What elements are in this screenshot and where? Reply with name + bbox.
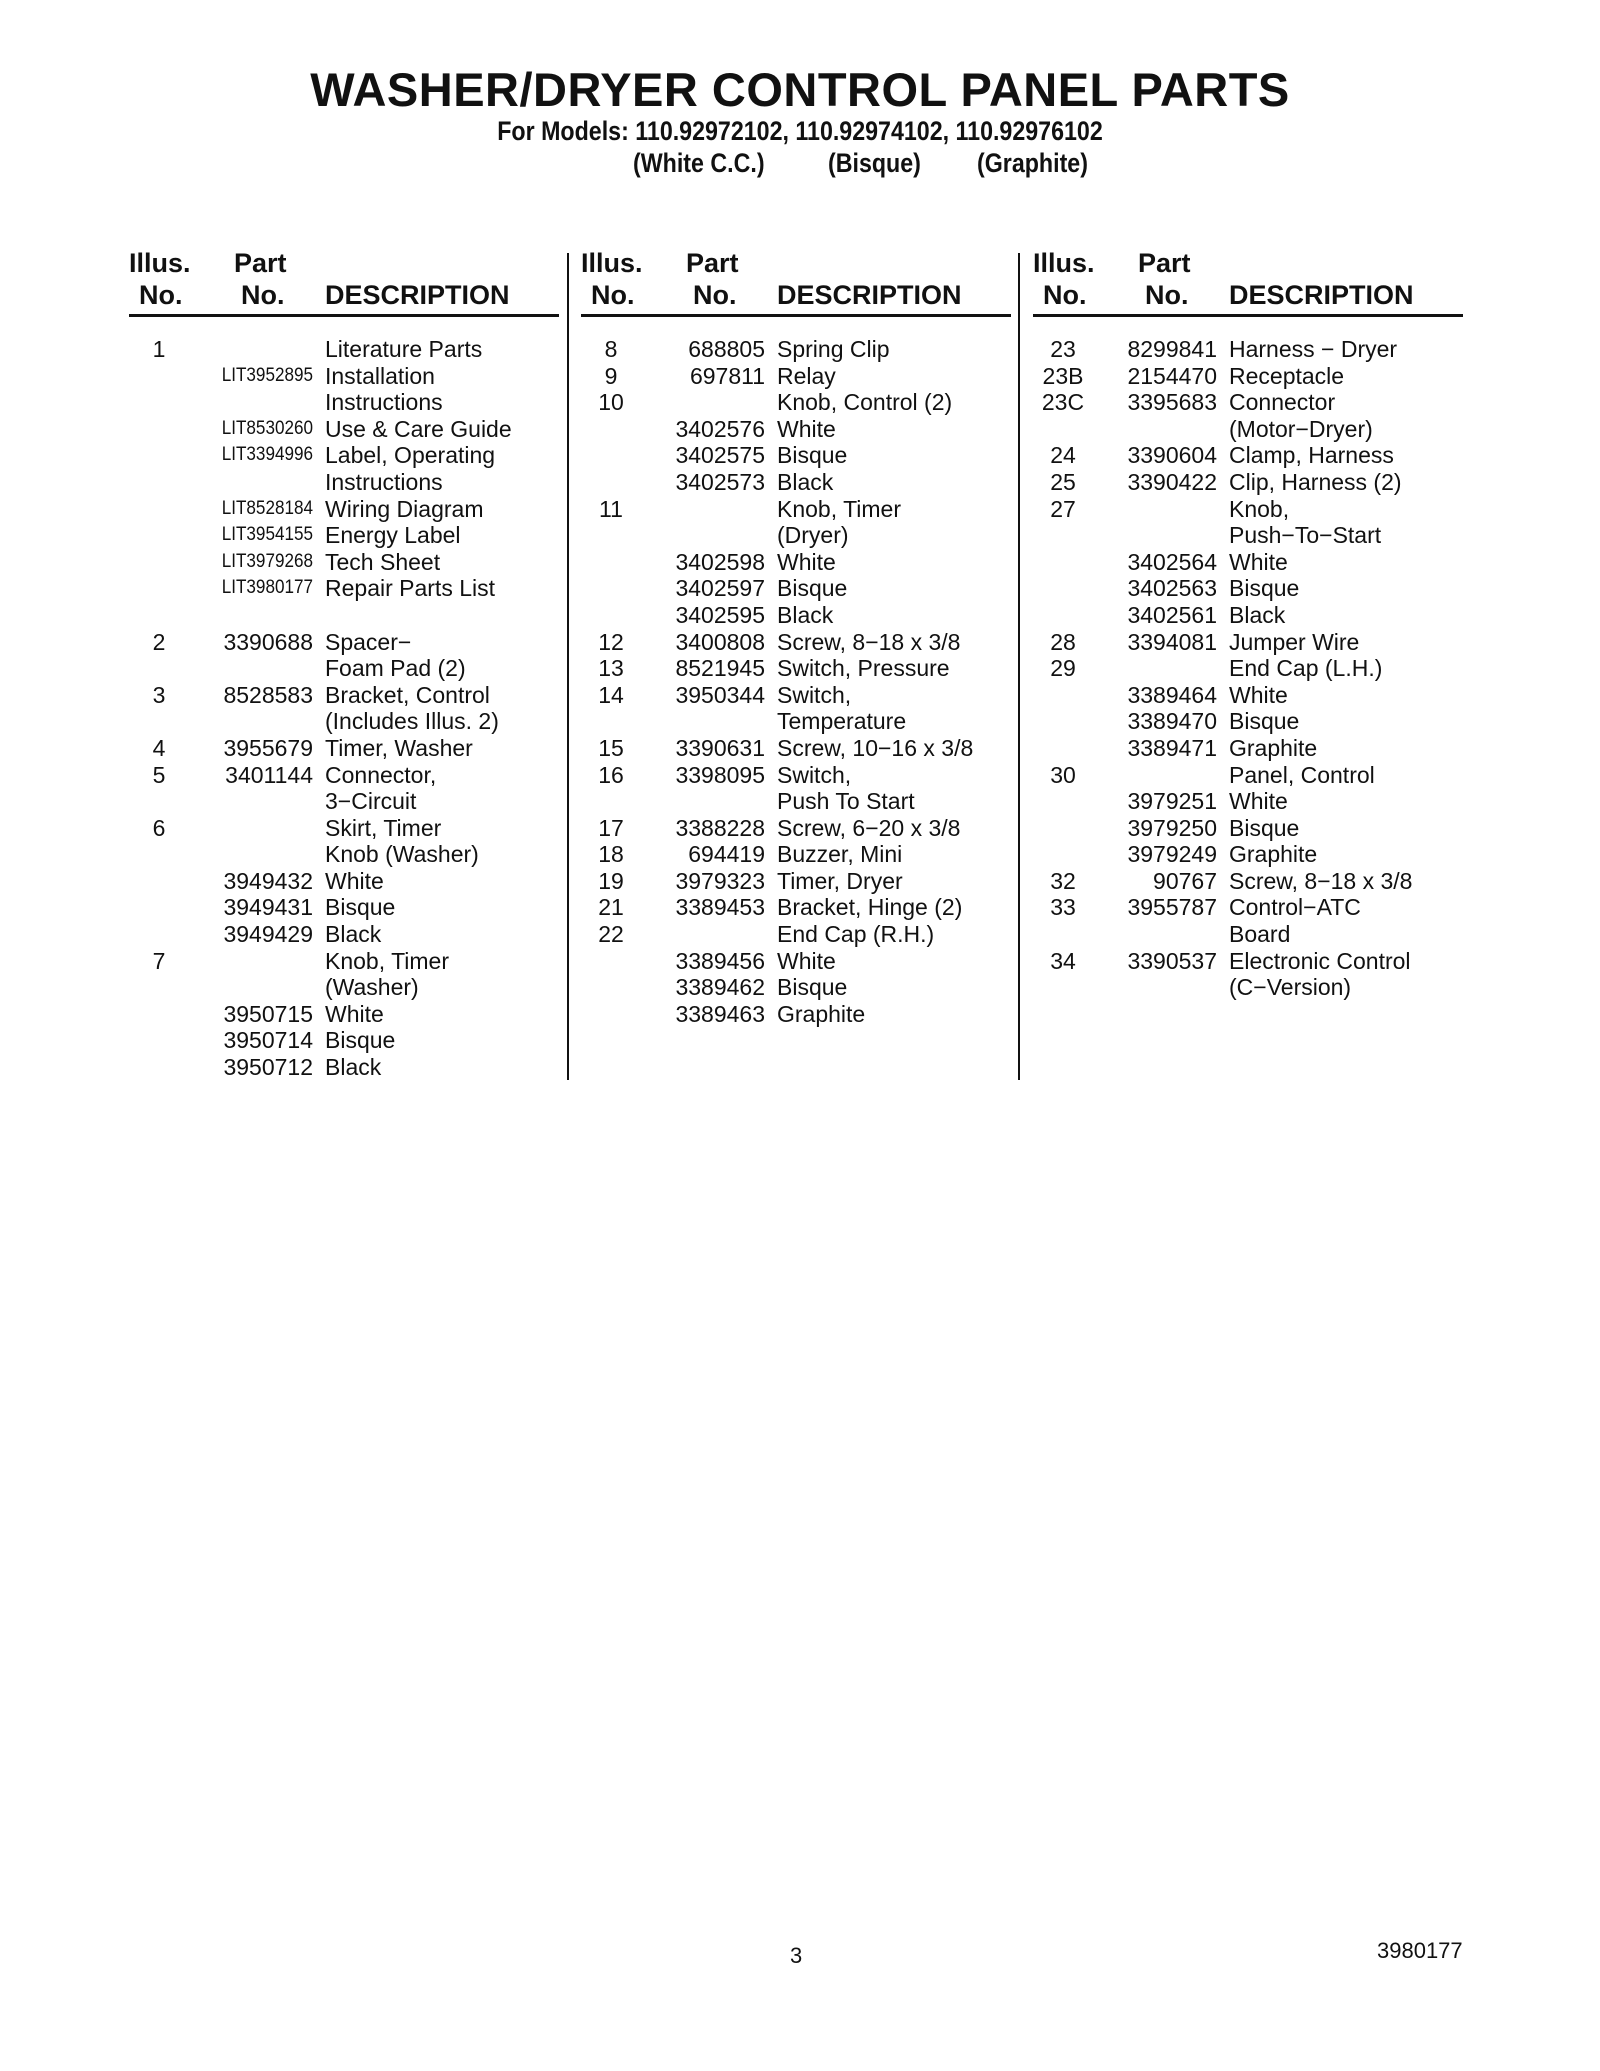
part-number: 3395683 [1127, 389, 1217, 416]
parts-row [581, 921, 1011, 948]
color-bisque: (Bisque) [828, 148, 921, 178]
parts-row [581, 442, 1011, 469]
part-description: Screw, 10−16 x 3/8 [777, 734, 974, 761]
parts-row [129, 389, 559, 416]
part-number: 3394081 [1127, 628, 1217, 655]
part-number: 8521945 [675, 655, 765, 682]
part-description: (Motor−Dryer) [1229, 415, 1373, 442]
parts-row [129, 1027, 559, 1054]
part-description: White [1229, 788, 1288, 815]
illus-number: 15 [598, 734, 624, 761]
illus-number: 22 [598, 921, 624, 948]
illus-number: 17 [598, 814, 624, 841]
illus-number: 10 [598, 389, 624, 416]
part-number: 3950712 [223, 1054, 313, 1081]
color-white: (White C.C.) [633, 148, 765, 178]
part-description: Black [777, 601, 834, 628]
parts-row [1033, 735, 1463, 762]
part-number: 3400808 [675, 628, 765, 655]
part-number: 3402595 [675, 601, 765, 628]
part-description: White [777, 415, 836, 442]
parts-row [581, 974, 1011, 1001]
parts-column-2 [581, 246, 1011, 1027]
part-number: LIT3394996 [221, 444, 313, 466]
parts-row [581, 522, 1011, 549]
parts-row [1033, 974, 1463, 1001]
illus-heading-2: No. [139, 280, 183, 310]
part-number: 3398095 [675, 761, 765, 788]
color-graphite: (Graphite) [977, 148, 1088, 178]
parts-row [581, 602, 1011, 629]
illus-number: 2 [152, 628, 166, 655]
part-description: Bisque [1229, 814, 1300, 841]
parts-rows [581, 336, 1011, 1027]
part-description: 3−Circuit [325, 788, 417, 815]
part-number: LIT3952895 [221, 364, 313, 386]
part-number: 3950344 [675, 681, 765, 708]
part-number: 3390631 [675, 734, 765, 761]
part-number: LIT3954155 [221, 524, 313, 546]
part-number: 3390604 [1127, 442, 1217, 469]
illus-number: 6 [152, 814, 166, 841]
part-description: Bisque [777, 575, 848, 602]
parts-row [581, 549, 1011, 576]
part-number: 3955787 [1127, 894, 1217, 921]
part-number: 3388228 [675, 814, 765, 841]
part-description: (Dryer) [777, 522, 849, 549]
parts-row [129, 629, 559, 656]
parts-row [1033, 469, 1463, 496]
part-description: Foam Pad (2) [325, 655, 466, 682]
part-description: Wiring Diagram [325, 495, 484, 522]
part-description: Bisque [1229, 708, 1300, 735]
parts-row [1033, 921, 1463, 948]
parts-rows [129, 336, 559, 1081]
illus-number: 5 [152, 761, 166, 788]
part-description: Energy Label [325, 522, 461, 549]
illus-number: 7 [152, 947, 166, 974]
parts-row [581, 629, 1011, 656]
part-description: Knob, [1229, 495, 1290, 522]
illus-number: 23 [1050, 336, 1076, 362]
part-description: Knob, Timer [325, 947, 449, 974]
part-number: 3955679 [223, 734, 313, 761]
part-number: 3402597 [675, 575, 765, 602]
parts-row [129, 708, 559, 735]
part-description: Bisque [1229, 575, 1300, 602]
part-description: Spacer− [325, 628, 412, 655]
illus-number: 27 [1050, 495, 1076, 522]
parts-row [581, 496, 1011, 523]
part-description: (C−Version) [1229, 974, 1352, 1001]
illus-number: 21 [598, 894, 624, 921]
page-title: WASHER/DRYER CONTROL PANEL PARTS [310, 63, 1290, 116]
illus-number: 9 [604, 362, 618, 389]
parts-row [129, 522, 559, 549]
part-description: Buzzer, Mini [777, 841, 903, 868]
description-heading: DESCRIPTION [1229, 280, 1414, 310]
part-description: Switch, [777, 681, 852, 708]
part-number: 3950715 [223, 1000, 313, 1027]
part-description: Instructions [325, 468, 443, 495]
part-description: Bisque [325, 894, 396, 921]
parts-row [581, 948, 1011, 975]
parts-row [581, 655, 1011, 682]
column-divider [567, 253, 569, 1080]
part-description: Timer, Dryer [777, 867, 903, 894]
part-number: 3401144 [225, 761, 313, 788]
parts-row [1033, 549, 1463, 576]
column-divider [1018, 253, 1020, 1080]
parts-row [581, 575, 1011, 602]
part-number: 697811 [689, 362, 765, 389]
illus-number: 24 [1050, 442, 1076, 469]
part-description: Bisque [777, 974, 848, 1001]
part-description: Clip, Harness (2) [1229, 468, 1402, 495]
part-number: 3979250 [1127, 814, 1217, 841]
parts-row [129, 1054, 559, 1081]
part-description: Push To Start [777, 788, 915, 815]
part-description: Knob, Timer [777, 495, 901, 522]
part-description: Graphite [1229, 841, 1318, 868]
part-description: End Cap (L.H.) [1229, 655, 1383, 682]
illus-number: 3 [152, 681, 166, 708]
part-number: 3949431 [223, 894, 313, 921]
part-description: Black [1229, 601, 1286, 628]
part-description: Graphite [777, 1000, 866, 1027]
part-number: 3402576 [675, 415, 765, 442]
part-number: 90767 [1153, 867, 1217, 894]
models-line: For Models: 110.92972102, 110.92974102, 110.92976102 [497, 116, 1103, 146]
part-description: Use & Care Guide [325, 415, 512, 442]
parts-row [129, 735, 559, 762]
part-description: Connector, [325, 761, 437, 788]
part-description: Electronic Control [1229, 947, 1411, 974]
illus-number: 30 [1050, 761, 1076, 788]
illus-number: 8 [604, 336, 618, 362]
parts-row [581, 815, 1011, 842]
parts-row [129, 442, 559, 469]
parts-row [129, 762, 559, 789]
parts-row [1033, 363, 1463, 390]
part-number: 3950714 [223, 1027, 313, 1054]
illus-heading-2: No. [591, 280, 635, 310]
part-number: 3979323 [675, 867, 765, 894]
part-number: 3389453 [675, 894, 765, 921]
part-number: 3389456 [675, 947, 765, 974]
part-description: Board [1229, 921, 1291, 948]
part-description: Graphite [1229, 734, 1318, 761]
parts-row [581, 336, 1011, 363]
part-number: 8528583 [223, 681, 313, 708]
parts-row [581, 788, 1011, 815]
part-number: 3402573 [675, 468, 765, 495]
part-description: Switch, Pressure [777, 655, 950, 682]
description-heading: DESCRIPTION [325, 280, 510, 310]
parts-row [129, 948, 559, 975]
parts-row [129, 336, 559, 363]
parts-row [1033, 788, 1463, 815]
parts-row [129, 469, 559, 496]
part-number: 3389470 [1127, 708, 1217, 735]
illus-number: 13 [598, 655, 624, 682]
illus-number: 28 [1050, 628, 1076, 655]
parts-row [129, 655, 559, 682]
part-number: 3402563 [1127, 575, 1217, 602]
part-number: 3402575 [675, 442, 765, 469]
parts-row [1033, 841, 1463, 868]
parts-row [129, 841, 559, 868]
illus-number: 16 [598, 761, 624, 788]
part-description: Literature Parts [325, 336, 483, 362]
part-description: Push−To−Start [1229, 522, 1382, 549]
parts-row [129, 868, 559, 895]
parts-row [129, 974, 559, 1001]
part-description: Instructions [325, 389, 443, 416]
part-number: 3979251 [1127, 788, 1217, 815]
part-number: 3389462 [675, 974, 765, 1001]
part-number: LIT8528184 [221, 497, 313, 519]
part-description: (Includes Illus. 2) [325, 708, 499, 735]
part-description: Bracket, Control [325, 681, 490, 708]
parts-row [581, 363, 1011, 390]
parts-row [1033, 629, 1463, 656]
part-description: Bisque [325, 1027, 396, 1054]
part-description: Bracket, Hinge (2) [777, 894, 963, 921]
part-number: LIT3980177 [221, 577, 313, 599]
part-description: White [777, 947, 836, 974]
parts-row [1033, 948, 1463, 975]
part-heading-2: No. [1145, 280, 1189, 310]
part-description: White [1229, 681, 1288, 708]
part-description: Relay [777, 362, 836, 389]
illus-number: 23B [1042, 362, 1084, 389]
column-header [129, 246, 559, 317]
parts-row [129, 496, 559, 523]
part-number: 3390688 [223, 628, 313, 655]
part-description: Screw, 6−20 x 3/8 [777, 814, 961, 841]
parts-row [129, 894, 559, 921]
part-description: Control−ATC [1229, 894, 1361, 921]
part-description: Spring Clip [777, 336, 890, 362]
parts-row [129, 549, 559, 576]
part-description: Installation [325, 362, 435, 389]
parts-rows [1033, 336, 1463, 1001]
part-number: 3390422 [1127, 468, 1217, 495]
part-heading-2: No. [241, 280, 285, 310]
part-description: Repair Parts List [325, 575, 496, 602]
part-description: White [777, 548, 836, 575]
part-description: End Cap (R.H.) [777, 921, 935, 948]
parts-row [581, 894, 1011, 921]
part-description: Temperature [777, 708, 907, 735]
illus-number: 19 [598, 867, 624, 894]
part-heading-1: Part [686, 248, 739, 278]
illus-number: 23C [1041, 389, 1085, 416]
part-description: Tech Sheet [325, 548, 441, 575]
part-number: 2154470 [1127, 362, 1217, 389]
illus-number: 33 [1050, 894, 1076, 921]
document-number: 3980177 [1377, 1938, 1463, 1963]
parts-row [1033, 815, 1463, 842]
parts-row [129, 575, 559, 602]
parts-row [581, 1001, 1011, 1028]
part-description: Black [325, 921, 382, 948]
parts-row [129, 921, 559, 948]
part-description: Knob, Control (2) [777, 389, 953, 416]
part-number: LIT3979268 [221, 550, 313, 572]
parts-row [129, 1001, 559, 1028]
parts-row [129, 682, 559, 709]
parts-row [1033, 655, 1463, 682]
parts-row [581, 708, 1011, 735]
page-number: 3 [790, 1943, 803, 1968]
part-number: 3402598 [675, 548, 765, 575]
parts-row [1033, 894, 1463, 921]
parts-row [1033, 442, 1463, 469]
part-heading-2: No. [693, 280, 737, 310]
part-description: Jumper Wire [1229, 628, 1360, 655]
part-number: 694419 [688, 841, 765, 868]
illus-number: 4 [152, 734, 166, 761]
parts-row [581, 389, 1011, 416]
illus-number: 25 [1050, 468, 1076, 495]
column-header [1033, 246, 1463, 317]
illus-number: 34 [1050, 947, 1076, 974]
parts-row [581, 416, 1011, 443]
parts-row [581, 841, 1011, 868]
parts-row [1033, 762, 1463, 789]
illus-heading-2: No. [1043, 280, 1087, 310]
part-description: Screw, 8−18 x 3/8 [1229, 867, 1413, 894]
part-number: 688805 [688, 336, 765, 362]
part-number: 8299841 [1127, 336, 1217, 362]
illus-heading-1: Illus. [581, 248, 643, 278]
part-description: Switch, [777, 761, 852, 788]
part-description: Clamp, Harness [1229, 442, 1394, 469]
column-header [581, 246, 1011, 317]
parts-row [129, 602, 559, 629]
illus-number: 32 [1050, 867, 1076, 894]
parts-row [581, 762, 1011, 789]
part-description: Black [325, 1054, 382, 1081]
parts-row [1033, 496, 1463, 523]
description-heading: DESCRIPTION [777, 280, 962, 310]
part-number: 3402561 [1127, 601, 1217, 628]
part-description: (Washer) [325, 974, 419, 1001]
part-description: Timer, Washer [325, 734, 473, 761]
parts-row [1033, 575, 1463, 602]
parts-row [129, 788, 559, 815]
parts-row [581, 682, 1011, 709]
part-number: LIT8530260 [221, 417, 313, 439]
parts-row [1033, 336, 1463, 363]
part-description: Panel, Control [1229, 761, 1375, 788]
parts-row [129, 815, 559, 842]
part-description: Screw, 8−18 x 3/8 [777, 628, 961, 655]
illus-number: 12 [598, 628, 624, 655]
part-heading-1: Part [1138, 248, 1191, 278]
parts-row [1033, 708, 1463, 735]
part-number: 3402564 [1127, 548, 1217, 575]
parts-column-3 [1033, 246, 1463, 1001]
part-heading-1: Part [234, 248, 287, 278]
illus-number: 29 [1050, 655, 1076, 682]
part-number: 3949429 [223, 921, 313, 948]
parts-row [581, 735, 1011, 762]
parts-column-1 [129, 246, 559, 1081]
part-description: White [1229, 548, 1288, 575]
parts-row [129, 363, 559, 390]
part-number: 3979249 [1127, 841, 1217, 868]
part-description: Harness − Dryer [1229, 336, 1398, 362]
illus-number: 1 [152, 336, 166, 362]
parts-row [129, 416, 559, 443]
parts-row [1033, 389, 1463, 416]
parts-row [1033, 682, 1463, 709]
part-number: 3389463 [675, 1000, 765, 1027]
illus-heading-1: Illus. [1033, 248, 1095, 278]
parts-row [581, 868, 1011, 895]
parts-row [1033, 416, 1463, 443]
part-description: Knob (Washer) [325, 841, 479, 868]
part-description: Connector [1229, 389, 1336, 416]
parts-row [1033, 522, 1463, 549]
illus-number: 11 [599, 495, 623, 522]
part-description: White [325, 867, 384, 894]
part-number: 3949432 [223, 867, 313, 894]
part-description: White [325, 1000, 384, 1027]
part-description: Black [777, 468, 834, 495]
illus-number: 18 [598, 841, 624, 868]
part-description: Receptacle [1229, 362, 1345, 389]
part-number: 3389464 [1127, 681, 1217, 708]
parts-row [1033, 602, 1463, 629]
part-number: 3389471 [1127, 734, 1217, 761]
parts-row [581, 469, 1011, 496]
part-description: Label, Operating [325, 442, 496, 469]
part-number: 3390537 [1127, 947, 1217, 974]
parts-row [1033, 868, 1463, 895]
part-description: Bisque [777, 442, 848, 469]
part-description: Skirt, Timer [325, 814, 442, 841]
illus-number: 14 [598, 681, 624, 708]
illus-heading-1: Illus. [129, 248, 191, 278]
